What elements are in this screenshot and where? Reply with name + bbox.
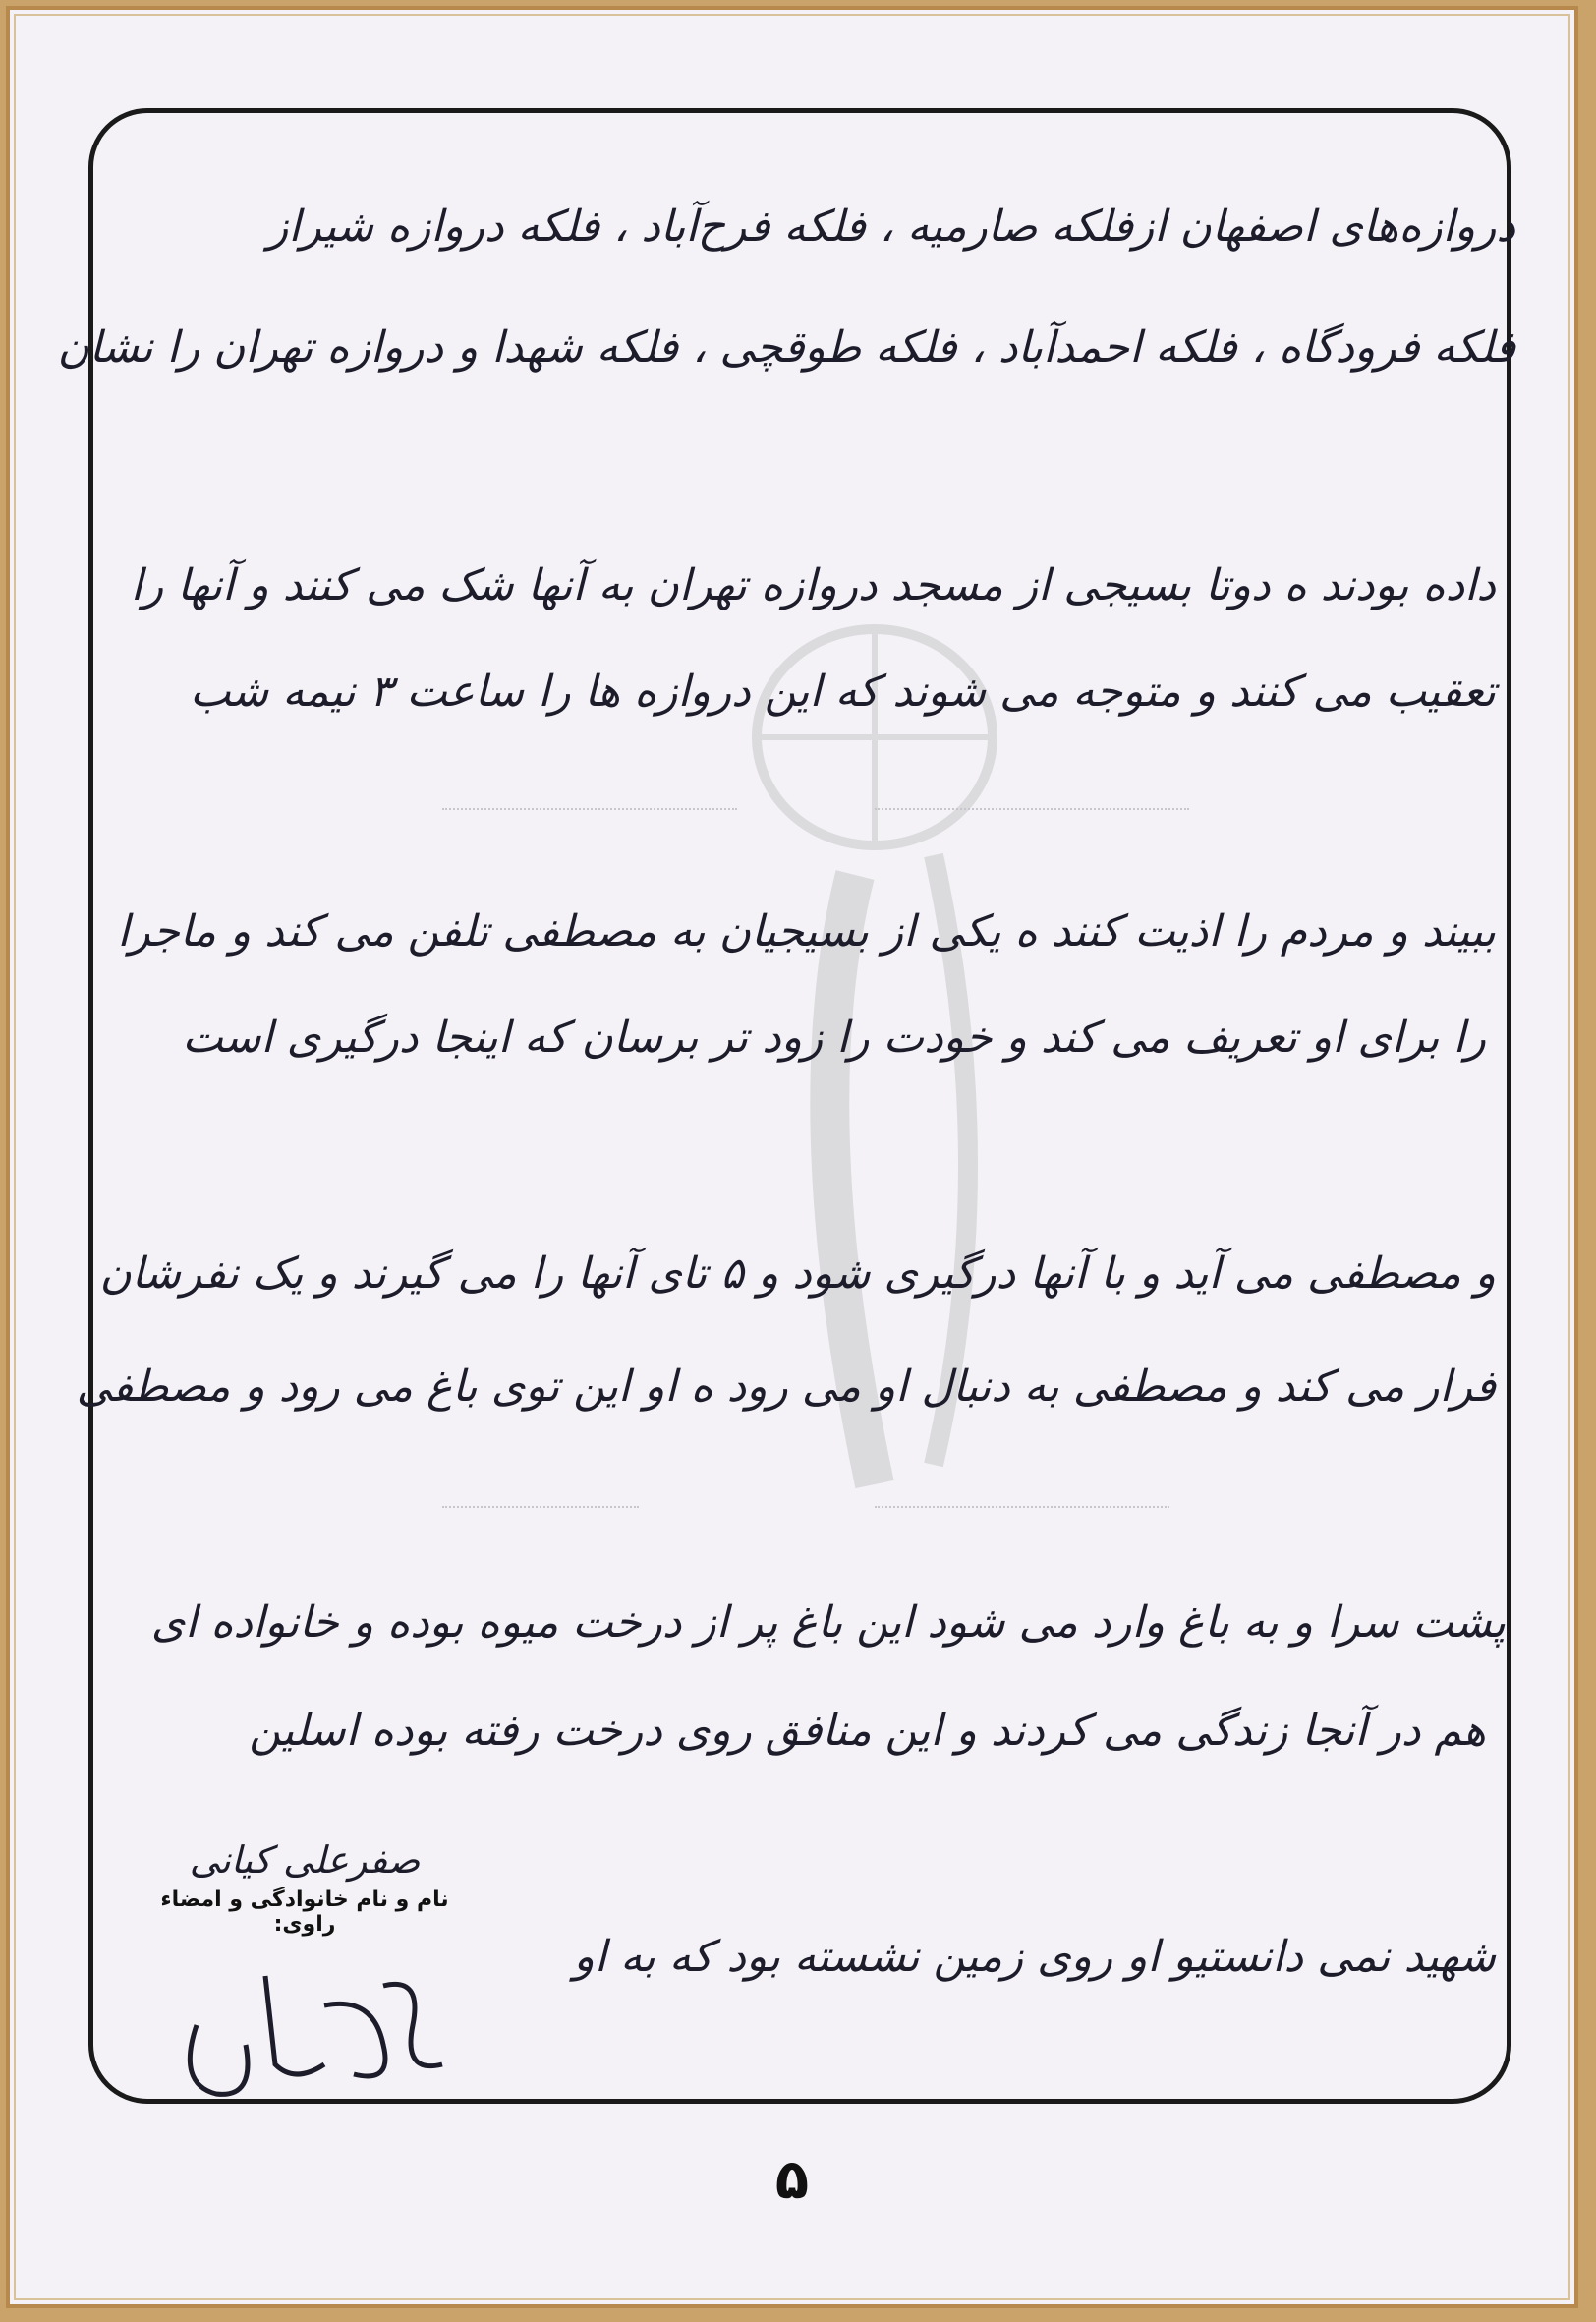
- text-line-7: و مصطفی می آید و با آنها درگیری شود و ۵ تای آنها را می گیرند و یک نفرشان: [99, 1248, 1496, 1299]
- text-line-1: درواز‌ه‌های اصفهان ازفلکه صارمیه ، فلکه فرح‌آباد ، فلکه دروازه شیراز: [267, 202, 1515, 252]
- text-line-5: ببیند و مردم را اذیت کنند ه یکی از بسیجیان به مصطفی تلفن می کند و ماجرا: [117, 906, 1496, 957]
- page-number: ۵: [774, 2148, 810, 2212]
- narrator-name: صفرعلی کیانی: [189, 1838, 421, 1882]
- handwritten-signature-icon: [177, 1966, 452, 2104]
- text-line-2: فلکه فرودگاه ، فلکه احمدآباد ، فلکه طوقچی ، فلکه شهدا و دروازه تهران را نشان: [57, 322, 1515, 373]
- divider-rule: [875, 1506, 1169, 1508]
- divider-rule: [875, 808, 1189, 810]
- narrator-signature-block: [157, 1838, 452, 1937]
- text-line-11: شهید نمی دانستیو او روی زمین نشسته بود که به او: [573, 1932, 1496, 1982]
- text-line-8: فرار می کند و مصطفی به دنبال او می رود ه او این توی باغ می رود و مصطفی: [76, 1362, 1496, 1412]
- text-line-3: داده بودند ه دوتا بسیجی از مسجد دروازه تهران به آنها شک می کنند و آنها را: [130, 560, 1496, 610]
- divider-rule: [442, 808, 737, 810]
- text-line-4: تعقیب می کنند و متوجه می شوند که این دروازه ها را ساعت ۳ نیمه شب: [190, 667, 1496, 717]
- text-line-6: را برای او تعریف می کند و خودت را زود تر برسان که اینجا درگیری است: [182, 1013, 1486, 1063]
- text-line-9: پشت سرا و به باغ وارد می شود این باغ پر از درخت میوه بوده و خانواده ای: [150, 1597, 1506, 1648]
- divider-rule: [442, 1506, 639, 1508]
- document-page: [6, 6, 1578, 2308]
- text-line-10: هم در آنجا زندگی می کردند و این منافق روی درخت رفته بوده اسلین: [249, 1706, 1486, 1756]
- narrator-signature-label: نام و نام خانوادگی و امضاء راوی:: [160, 1887, 449, 1937]
